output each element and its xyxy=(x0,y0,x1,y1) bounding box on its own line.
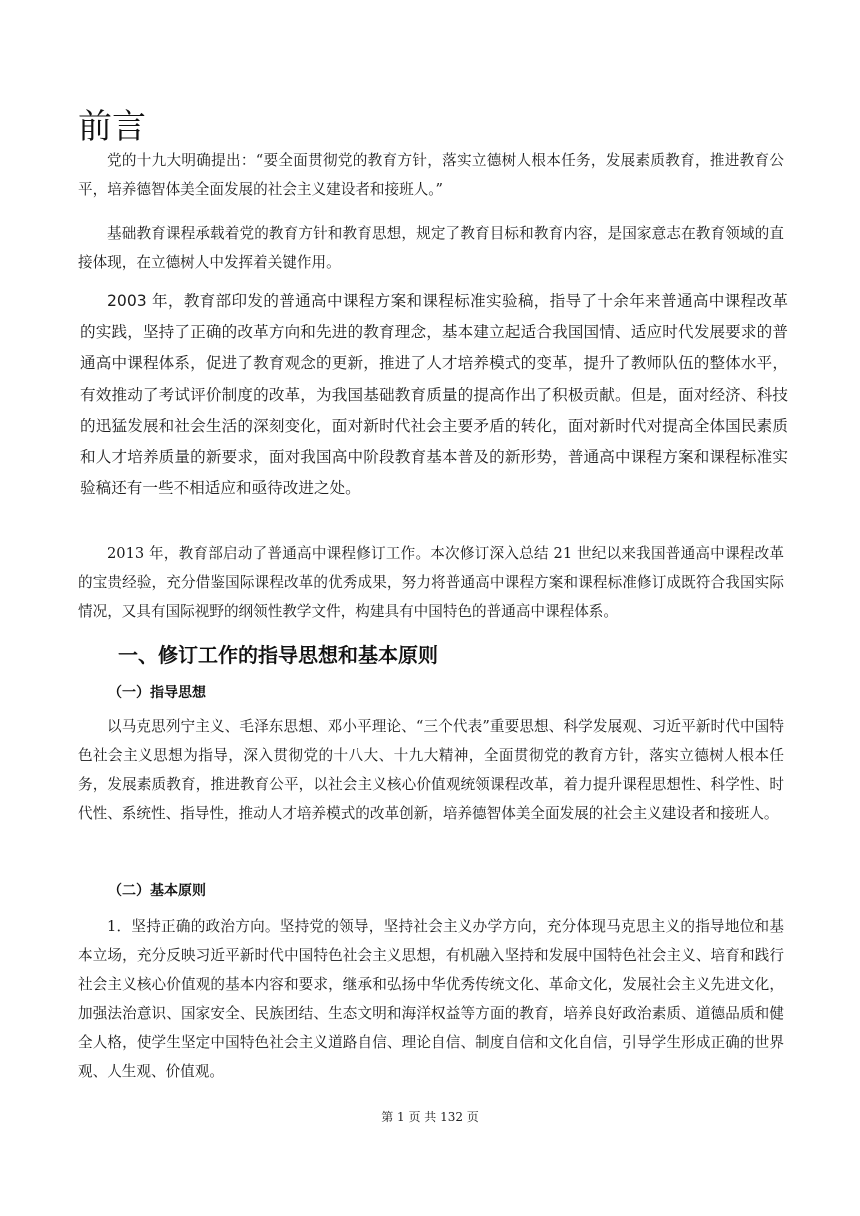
subsection-heading-basic-principles: （二）基本原则 xyxy=(108,883,206,899)
intro-paragraph-4: 2013 年，教育部启动了普通高中课程修订工作。本次修订深入总结 21 世纪以来我国普通高中课程改革的宝贵经验，充分借鉴国际课程改革的优秀成果，努力将普通高中课程方案和课程标准修订成既符合我国实际情况，又具有国际视野的纲领性教学文件，构建具有中国特色的普通高中课程体系。 xyxy=(78,545,784,620)
page-title: 前言 xyxy=(78,107,146,147)
page-footer: 第 1 页 共 132 页 xyxy=(381,1110,479,1124)
guiding-ideology-paragraph: 以马克思列宁主义、毛泽东思想、邓小平理论、“三个代表”重要思想、科学发展观、习近平新时代中国特色社会主义思想为指导，深入贯彻党的十八大、十九大精神，全面贯彻党的教育方针，落实立德树人根本任务，发展素质教育，推进教育公平，以社会主义核心价值观统领课程改革，着力提升课程思想性、科学性、时代性、系统性、指导性，推动人才培养模式的改革创新，培养德智体美全面发展的社会主义建设者和接班人。 xyxy=(78,718,784,822)
intro-paragraph-1: 党的十九大明确提出：“要全面贯彻党的教育方针，落实立德树人根本任务，发展素质教育，推进教育公平，培养德智体美全面发展的社会主义建设者和接班人。” xyxy=(78,152,784,198)
basic-principles-paragraph: 1．坚持正确的政治方向。坚持党的领导，坚持社会主义办学方向，充分体现马克思主义的指导地位和基本立场，充分反映习近平新时代中国特色社会主义思想，有机融入坚持和发展中国特色社会主义、培育和践行社会主义核心价值观的基本内容和要求，继承和弘扬中华优秀传统文化、革命文化，发展社会主义先进文化，加强法治意识、国家安全、民族团结、生态文明和海洋权益等方面的教育，培养良好政治素质、道德品质和健全人格，使学生坚定中国特色社会主义道路自信、理论自信、制度自信和文化自信，引导学生形成正确的世界观、人生观、价值观。 xyxy=(78,918,784,1080)
section-heading: 一、修订工作的指导思想和基本原则 xyxy=(118,643,438,667)
subsection-heading-guiding-ideology: （一）指导思想 xyxy=(108,685,206,701)
intro-paragraph-3: 2003 年，教育部印发的普通高中课程方案和课程标准实验稿，指导了十余年来普通高中课程改革的实践，坚持了正确的改革方向和先进的教育理念，基本建立起适合我国国情、适应时代发展要求的普通高中课程体系，促进了教育观念的更新，推进了人才培养模式的变革，提升了教师队伍的整体水平，有效推动了考试评价制度的改革，为我国基础教育质量的提高作出了积极贡献。但是，面对经济、科技的迅猛发展和社会生活的深刻变化，面对新时代社会主要矛盾的转化，面对新时代对提高全体国民素质和人才培养质量的新要求，面对我国高中阶段教育基本普及的新形势，普通高中课程方案和课程标准实验稿还有一些不相适应和亟待改进之处。 xyxy=(80,292,788,498)
intro-paragraph-2: 基础教育课程承载着党的教育方针和教育思想，规定了教育目标和教育内容，是国家意志在教育领域的直接体现，在立德树人中发挥着关键作用。 xyxy=(78,225,784,271)
